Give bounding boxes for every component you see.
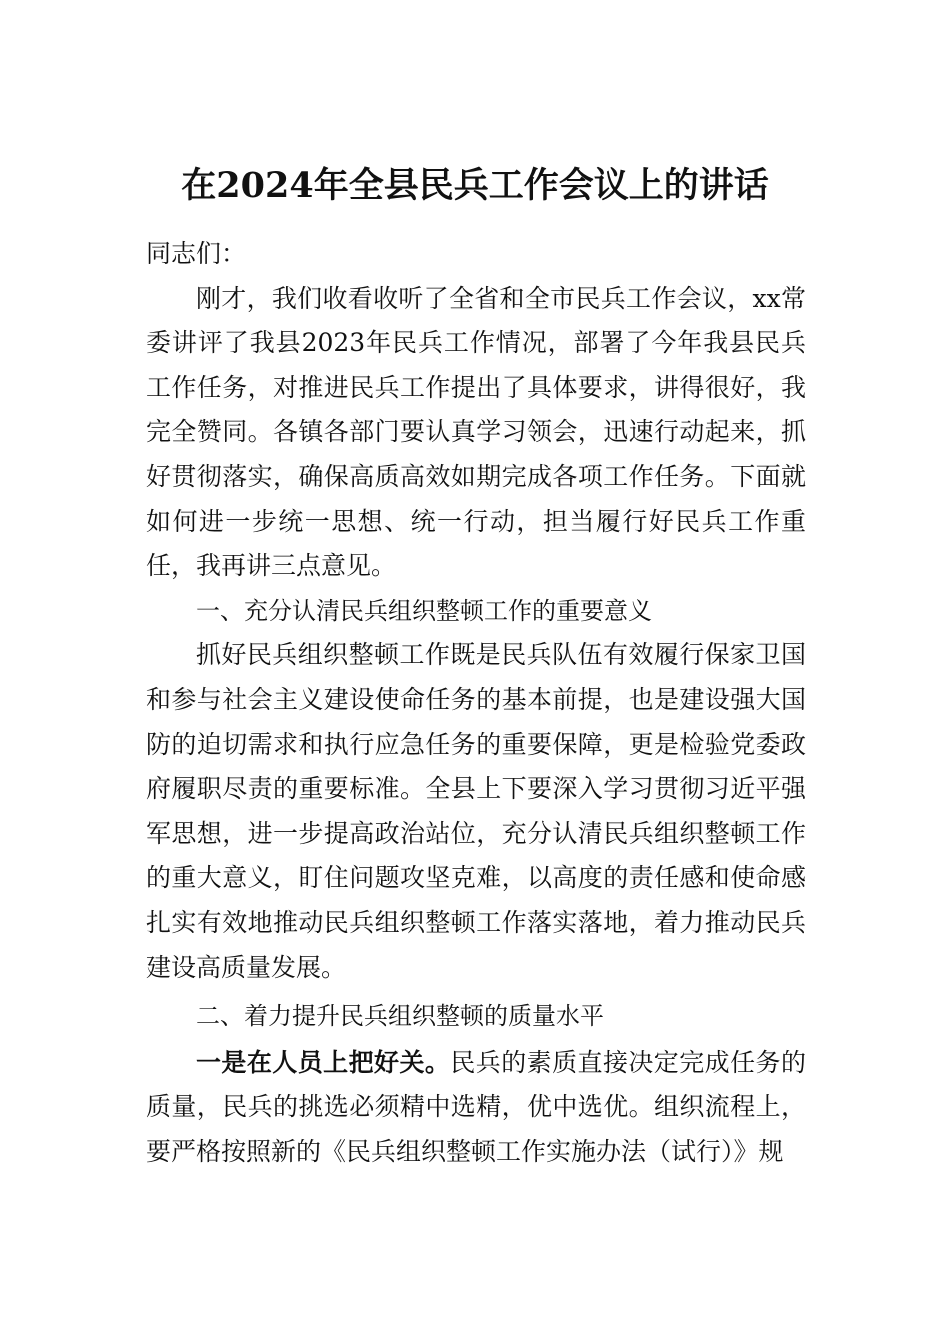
document-title: 在2024年全县民兵工作会议上的讲话 xyxy=(181,165,769,206)
section-heading-2: 二、着力提升民兵组织整顿的质量水平 xyxy=(196,1002,604,1031)
paragraph-section-2 xyxy=(146,1041,806,1175)
paragraph-section-1: 抓好民兵组织整顿工作既是民兵队伍有效履行保家卫国和参与社会主义建设使命任务的基本前提，也是建设强大国防的迫切需求和执行应急任务的重要保障，更是检验党委政府履职尽责的重要标准。全县上下要深入学习贯彻习近平强军思想，进一步提高政治站位，充分认清民兵组织整顿工作的重大意义，盯住问题攻坚克难，以高度的责任感和使命感扎实有效地推动民兵组织整顿工作落实落地，着力推动民兵建设高质量发展。 xyxy=(146,640,806,982)
paragraph-rest: 民兵的素质直接决定完成任务的质量，民兵的挑选必须精中选精，优中选优。组织流程上，要严格按照新的《民兵组织整顿工作实施办法（试行）》规 xyxy=(146,1047,806,1166)
paragraph-lead-phrase: 一是在人员上把好关。 xyxy=(196,1047,451,1077)
document-body xyxy=(146,232,806,1174)
salutation: 同志们： xyxy=(146,239,247,268)
section-heading-1: 一、充分认清民兵组织整顿工作的重要意义 xyxy=(196,596,652,625)
paragraph-opening: 刚才，我们收看收听了全省和全市民兵工作会议，xx常委讲评了我县2023年民兵工作情况，部署了今年我县民兵工作任务，对推进民兵工作提出了具体要求，讲得很好，我完全赞同。各镇各部门要认真学习领会，迅速行动起来，抓好贯彻落实，确保高质高效如期完成各项工作任务。下面就如何进一步统一思想、统一行动，担当履行好民兵工作重任，我再讲三点意见。 xyxy=(146,283,806,581)
